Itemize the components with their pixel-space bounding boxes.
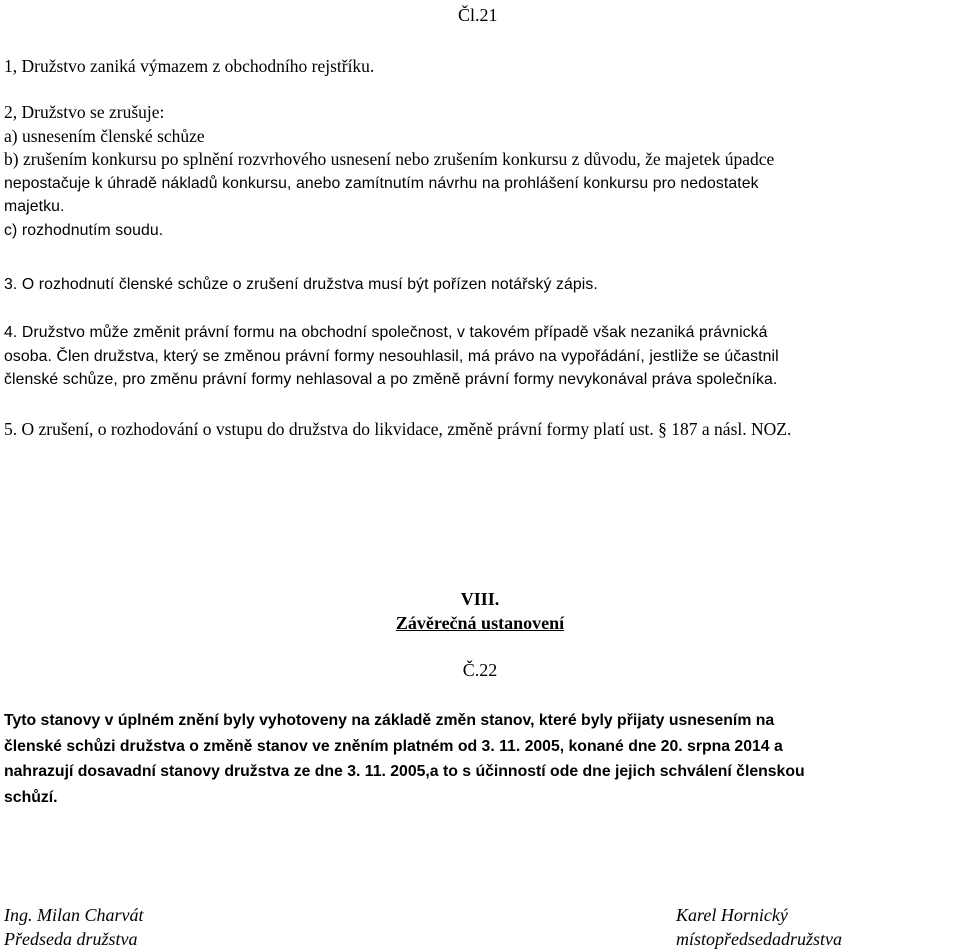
- final-provision-line-3: nahrazují dosavadní stanovy družstva ze dne 3. 11. 2005,a to s účinností ode dne jejich schválení členskou: [4, 763, 805, 780]
- paragraph-2: [4, 101, 956, 242]
- section-title: Závěrečná ustanovení: [395, 613, 565, 633]
- signature-right: [676, 903, 842, 951]
- paragraph-4: [4, 321, 956, 392]
- paragraph-3: [4, 273, 956, 297]
- signature-left-role: Předseda družstva: [4, 929, 138, 949]
- signature-right-name: Karel Hornický: [676, 905, 788, 925]
- final-provision-line-1: Tyto stanovy v úplném znění byly vyhotoveny na základě změn stanov, které byly přijaty usnesením na: [4, 712, 775, 729]
- final-provision: [4, 708, 960, 810]
- final-provision-line-2: členské schůzi družstva o změně stanov ve zněním platném od 3. 11. 2005, konané dne 20. srpna 2014 a: [4, 737, 783, 755]
- paragraph-2-item-b-line-3: majetku.: [4, 198, 65, 215]
- paragraph-2-item-b-line-1: b) zrušením konkursu po splnění rozvrhového usnesení nebo zrušením konkursu z důvodu, že majetek úpadce: [4, 149, 775, 169]
- paragraph-2-intro: 2, Družstvo se zrušuje:: [4, 102, 165, 122]
- final-provision-line-4: schůzí.: [4, 788, 58, 806]
- paragraph-1-text: 1, Družstvo zaniká výmazem z obchodního rejstříku.: [4, 56, 375, 76]
- article-number-22: Č.22: [462, 660, 498, 680]
- paragraph-4-line-3: členské schůze, pro změnu právní formy nehlasoval a po změně právní formy nevykonával práva společníka.: [4, 371, 778, 388]
- paragraph-5-text: 5. O zrušení, o rozhodování o vstupu do družstva do likvidace, změně právní formy platí ust. § 187 a násl. NOZ.: [4, 419, 792, 439]
- signature-left: [4, 903, 144, 951]
- article-number-21: Čl.21: [458, 5, 498, 25]
- paragraph-2-item-b-line-2: nepostačuje k úhradě nákladů konkursu, anebo zamítnutím návrhu na prohlášení konkursu pro nedostatek: [4, 174, 759, 192]
- paragraph-2-item-c: c) rozhodnutím soudu.: [4, 221, 164, 239]
- paragraph-4-line-1: 4. Družstvo může změnit právní formu na obchodní společnost, v takovém případě však nezaniká právnická: [4, 324, 768, 341]
- paragraph-5: [4, 418, 956, 442]
- signature-left-name: Ing. Milan Charvát: [4, 905, 144, 925]
- paragraph-4-line-2: osoba. Člen družstva, který se změnou právní formy nesouhlasil, má právo na vypořádání, jestliže se účastnil: [4, 347, 779, 365]
- signature-right-role: místopředsedadružstva: [676, 929, 842, 949]
- paragraph-3-text: 3. O rozhodnutí členské schůze o zrušení družstva musí být pořízen notářský zápis.: [4, 276, 598, 293]
- paragraph-2-item-a: a) usnesením členské schůze: [4, 125, 205, 146]
- section-number: VIII.: [460, 589, 500, 609]
- paragraph-1: [4, 55, 956, 79]
